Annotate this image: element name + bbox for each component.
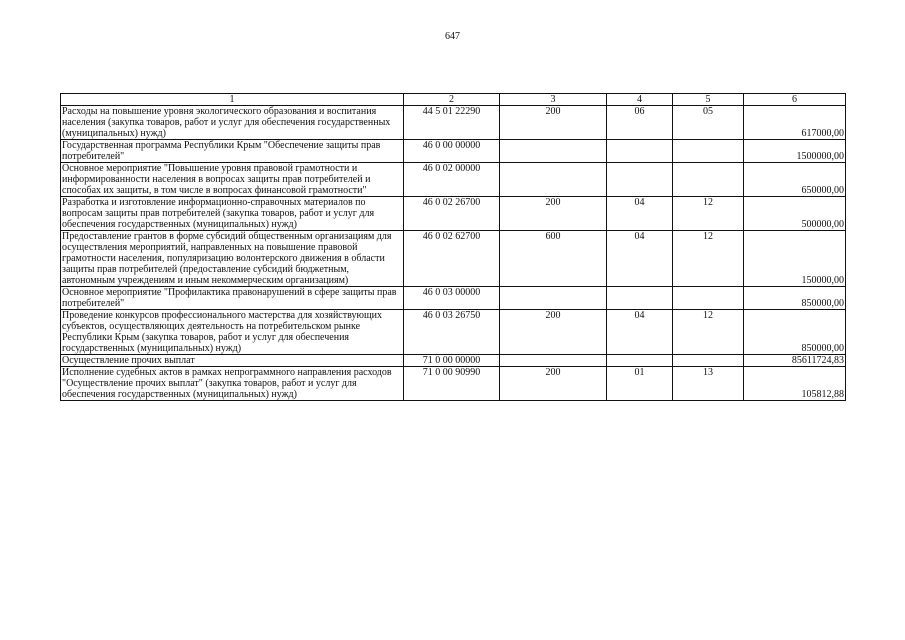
target-article-code: 46 0 00 00000: [404, 140, 500, 163]
subsection-code: 12: [673, 310, 744, 355]
target-article-code: 44 5 01 22290: [404, 106, 500, 140]
section-code: 04: [607, 197, 673, 231]
expense-type-code: 200: [500, 106, 607, 140]
section-code: 04: [607, 310, 673, 355]
expense-type-code: 200: [500, 367, 607, 401]
amount: 150000,00: [744, 231, 846, 287]
page-number: 647: [445, 31, 460, 42]
amount: 85611724,83: [744, 355, 846, 367]
header-col-4: 4: [607, 94, 673, 106]
table-row: [61, 287, 846, 310]
expense-name: Осуществление прочих выплат: [61, 355, 404, 367]
subsection-code: 12: [673, 231, 744, 287]
amount: 650000,00: [744, 163, 846, 197]
header-col-2: 2: [404, 94, 500, 106]
table-row: [61, 106, 846, 140]
section-code: [607, 163, 673, 197]
expense-type-code: [500, 287, 607, 310]
subsection-code: 13: [673, 367, 744, 401]
expense-type-code: [500, 163, 607, 197]
target-article-code: 71 0 00 00000: [404, 355, 500, 367]
table-row: [61, 355, 846, 367]
subsection-code: 12: [673, 197, 744, 231]
amount: 617000,00: [744, 106, 846, 140]
target-article-code: 46 0 02 00000: [404, 163, 500, 197]
table-row: [61, 231, 846, 287]
header-col-5: 5: [673, 94, 744, 106]
expense-type-code: 200: [500, 310, 607, 355]
expense-name: Исполнение судебных актов в рамках непрограммного направления расходов "Осуществление прочих выплат" (закупка товаров, работ и услуг для обеспечения государственных (муниципальных) нужд): [61, 367, 404, 401]
subsection-code: [673, 355, 744, 367]
expense-name: Расходы на повышение уровня экологического образования и воспитания населения (закупка товаров, работ и услуг для обеспечения государственных (муниципальных) нужд): [61, 106, 404, 140]
target-article-code: 46 0 03 00000: [404, 287, 500, 310]
expense-type-code: [500, 355, 607, 367]
header-col-3: 3: [500, 94, 607, 106]
target-article-code: 46 0 02 62700: [404, 231, 500, 287]
expense-name: Разработка и изготовление информационно-справочных материалов по вопросам защиты прав потребителей (закупка товаров, работ и услуг для обеспечения государственных (муниципальных) нужд): [61, 197, 404, 231]
section-code: [607, 140, 673, 163]
expense-type-code: 200: [500, 197, 607, 231]
expense-name: Основное мероприятие "Повышение уровня правовой грамотности и информированности населения в вопросах защиты прав потребителей и способах их защиты, в том числе в вопросах финансовой грамотности": [61, 163, 404, 197]
table-row: [61, 367, 846, 401]
target-article-code: 46 0 03 26750: [404, 310, 500, 355]
amount: 500000,00: [744, 197, 846, 231]
table-row: [61, 163, 846, 197]
table-row: [61, 197, 846, 231]
subsection-code: 05: [673, 106, 744, 140]
expense-type-code: 600: [500, 231, 607, 287]
amount: 850000,00: [744, 310, 846, 355]
amount: 1500000,00: [744, 140, 846, 163]
table-row: [61, 310, 846, 355]
header-col-6: 6: [744, 94, 846, 106]
budget-table: [60, 93, 846, 401]
expense-name: Проведение конкурсов профессионального мастерства для хозяйствующих субъектов, осуществляющих деятельность на потребительском рынке Республики Крым (закупка товаров, работ и услуг для обеспечения государственных (муниципальных) нужд): [61, 310, 404, 355]
expense-name: Государственная программа Республики Крым "Обеспечение защиты прав потребителей": [61, 140, 404, 163]
section-code: [607, 355, 673, 367]
subsection-code: [673, 140, 744, 163]
section-code: 01: [607, 367, 673, 401]
target-article-code: 71 0 00 90990: [404, 367, 500, 401]
target-article-code: 46 0 02 26700: [404, 197, 500, 231]
section-code: 04: [607, 231, 673, 287]
amount: 850000,00: [744, 287, 846, 310]
expense-name: Основное мероприятие "Профилактика правонарушений в сфере защиты прав потребителей": [61, 287, 404, 310]
amount: 105812,88: [744, 367, 846, 401]
section-code: 06: [607, 106, 673, 140]
table-header-row: [61, 94, 846, 106]
subsection-code: [673, 163, 744, 197]
header-col-1: 1: [61, 94, 404, 106]
expense-type-code: [500, 140, 607, 163]
table-row: [61, 140, 846, 163]
subsection-code: [673, 287, 744, 310]
expense-name: Предоставление грантов в форме субсидий общественным организациям для осуществления мероприятий, направленных на повышение правовой грамотности населения, популяризацию волонтерского движения в области защиты прав потребителей (предоставление субсидий бюджетным, автономным учреждениям и иным некоммерческим организациям): [61, 231, 404, 287]
section-code: [607, 287, 673, 310]
